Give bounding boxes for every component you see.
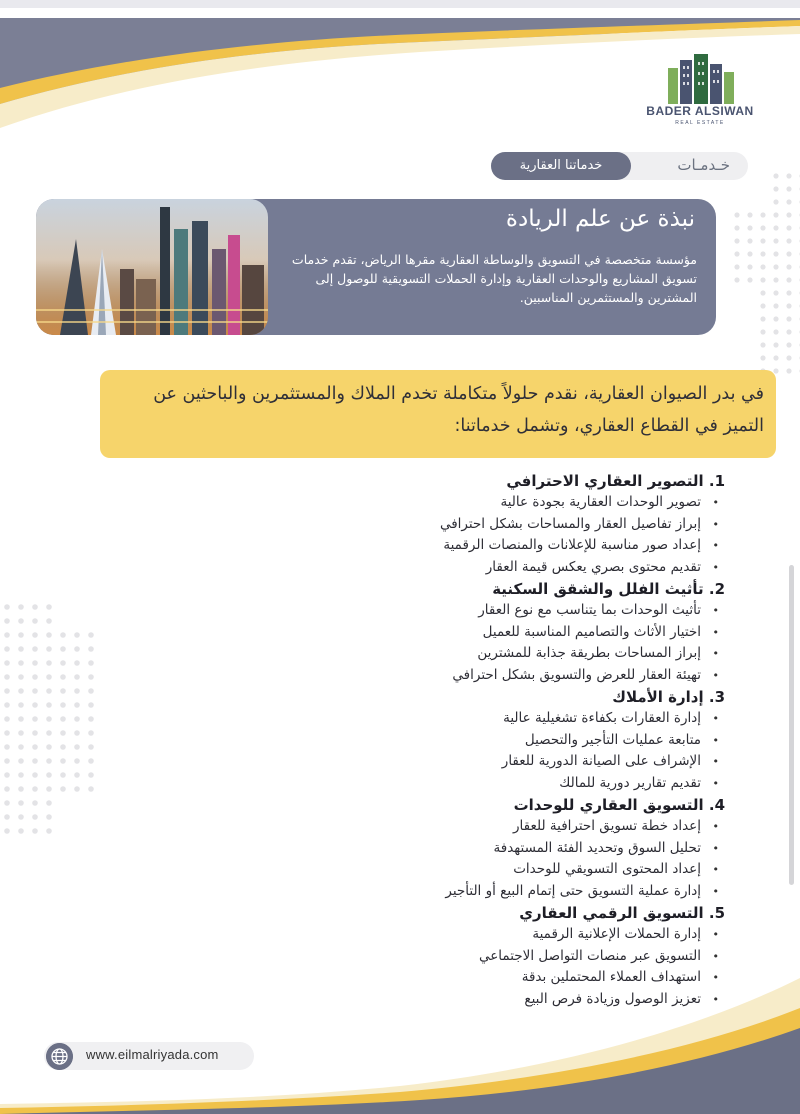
dot-pattern-left	[0, 600, 110, 840]
service-bullet: • تقديم تقارير دورية للمالك	[305, 773, 725, 795]
service-heading: 1. التصوير العقاري الاحترافي	[506, 472, 725, 490]
service-bullet: • استهداف العملاء المحتملين بدقة	[305, 967, 725, 989]
service-bullet: • اختيار الأثاث والتصاميم المناسبة للعميل	[305, 622, 725, 644]
riyadh-skyline-photo	[36, 199, 268, 335]
service-bullet: • التسويق عبر منصات التواصل الاجتماعي	[305, 946, 725, 968]
service-bullet: • إدارة عملية التسويق حتى إتمام البيع أو التأجير	[305, 881, 725, 903]
service-heading: 5. التسويق الرقمي العقاري	[519, 904, 725, 922]
brand-name: BADER ALSIWAN	[646, 104, 754, 118]
services-list	[305, 470, 725, 1010]
service-heading: 3. إدارة الأملاك	[612, 688, 725, 706]
dot-pattern-right	[718, 170, 800, 380]
service-bullet: • تعزيز الوصول وزيادة فرص البيع	[305, 989, 725, 1011]
service-bullet: • تقديم محتوى بصري يعكس قيمة العقار	[305, 557, 725, 579]
service-bullet: • إعداد المحتوى التسويقي للوحدات	[305, 859, 725, 881]
service-bullet: • إعداد صور مناسبة للإعلانات والمنصات الرقمية	[305, 535, 725, 557]
service-bullet: • إبراز المساحات بطريقة جذابة للمشترين	[305, 643, 725, 665]
service-bullet: • الإشراف على الصيانة الدورية للعقار	[305, 751, 725, 773]
globe-icon	[46, 1043, 73, 1070]
scrollbar[interactable]	[789, 565, 794, 885]
service-bullet: • متابعة عمليات التأجير والتحصيل	[305, 730, 725, 752]
brand-tagline: REAL ESTATE	[675, 120, 725, 126]
service-heading: 2. تأثيث الفلل والشقق السكنية	[492, 580, 725, 598]
service-bullet: • إبراز تفاصيل العقار والمساحات بشكل احترافي	[305, 514, 725, 536]
breadcrumb	[491, 152, 748, 180]
service-heading: 4. التسويق العقاري للوحدات	[513, 796, 725, 814]
service-bullet: • تهيئة العقار للعرض والتسويق بشكل احترافي	[305, 665, 725, 687]
bottom-wave-decoration	[0, 968, 800, 1114]
service-bullet: • إدارة العقارات بكفاءة تشغيلية عالية	[305, 708, 725, 730]
service-bullet: • إدارة الحملات الإعلانية الرقمية	[305, 924, 725, 946]
intro-title: نبذة عن علم الريادة	[505, 206, 695, 232]
banner-text: في بدر الصيوان العقارية، نقدم حلولاً متكاملة تخدم الملاك والمستثمرين والباحثين عن التميز في القطاع العقاري، وتشمل خدماتنا:	[153, 384, 764, 436]
breadcrumb-section[interactable]: خـدمـات	[677, 156, 730, 174]
intro-text: مؤسسة متخصصة في التسويق والوساطة العقارية مقرها الرياض، تقدم خدمات تسويق المشاريع والوحدات العقارية وإدارة الحملات التسويقية للوصول إلى المشترين والمستثمرين المناسبين.	[291, 252, 697, 305]
service-bullet: • تصوير الوحدات العقارية بجودة عالية	[305, 492, 725, 514]
breadcrumb-current[interactable]: خدماتنا العقارية	[491, 152, 631, 180]
website-link[interactable]: www.eilmalriyada.com	[86, 1047, 219, 1062]
service-bullet: • تأثيث الوحدات بما يتناسب مع نوع العقار	[305, 600, 725, 622]
service-bullet: • إعداد خطة تسويق احترافية للعقار	[305, 816, 725, 838]
service-bullet: • تحليل السوق وتحديد الفئة المستهدفة	[305, 838, 725, 860]
